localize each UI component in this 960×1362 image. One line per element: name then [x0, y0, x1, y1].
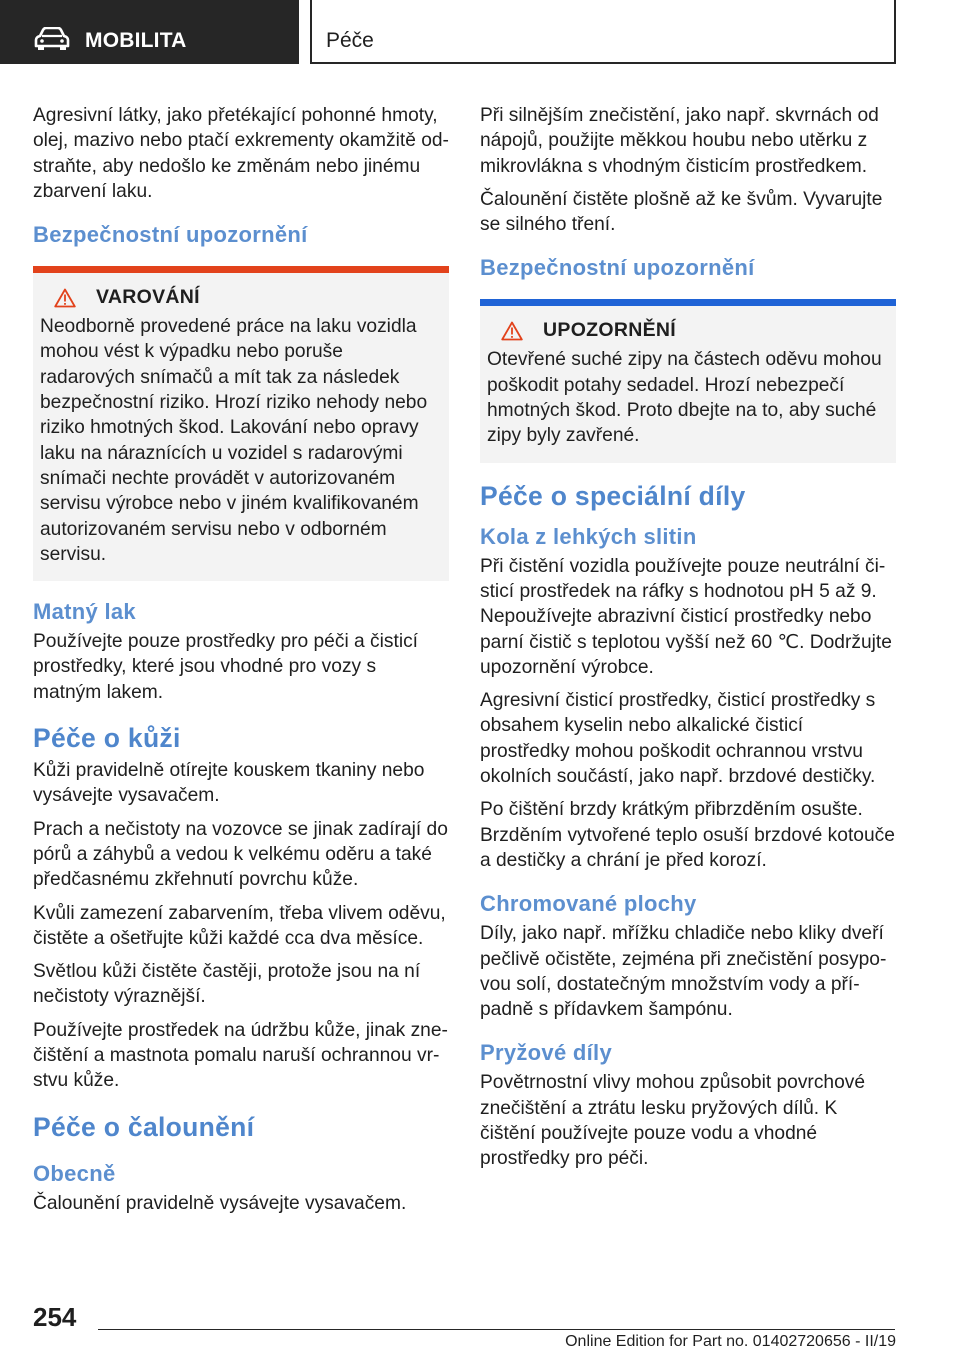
intro-paragraph: Čalounění čistěte plošně až ke švům. Vyvarujte se silného tření. [480, 188, 883, 236]
notice-bar [480, 299, 896, 306]
edition-text: Online Edition for Part no. 01402720656 - II/19 [565, 1333, 896, 1350]
kola-paragraph: Po čištění brzdy krátkým přibrzděním osušte. Brzděním vytvořené teplo osuší brzdové kotouče a destičky a chrání je před korozí. [480, 799, 895, 871]
matny-paragraph: Používejte pouze prostředky pro péči a čisticí prostředky, které jsou vhodné pro vozy s matným lakem. [33, 631, 419, 703]
notice-title: UPOZORNĚNÍ [543, 319, 677, 342]
intro-paragraph: Při silnějším znečistění, jako např. skvrnách od nápojů, použijte měkkou houbu nebo utěrku z mikrovlákna s vhodným čisticím prostředkem. [480, 105, 879, 177]
car-icon [34, 27, 70, 51]
pryz-heading: Pryžové díly [480, 1040, 612, 1066]
warning-triangle-icon [501, 321, 523, 341]
kuze-heading: Péče o kůži [33, 723, 181, 754]
header-chapter-tab [310, 0, 896, 64]
notice-box [480, 299, 896, 462]
footer-divider [98, 1329, 895, 1330]
kuze-paragraph: Světlou kůži čistěte častěji, protože jsou na ní nečistoty výraznější. [33, 961, 421, 1008]
chapter-title: Péče [326, 29, 374, 52]
obecne-heading: Obecně [33, 1160, 116, 1186]
chrom-heading: Chromované plochy [480, 891, 697, 917]
section-title: MOBILITA [85, 29, 187, 52]
intro-paragraph: Agresivní látky, jako přetékající pohonné hmoty, olej, mazivo nebo ptačí exkrementy okamžitě odstraňte, aby nedošlo ke změnám nebo jinému zbarvení laku. [33, 105, 449, 202]
warning-text: Neodborně provedené práce na laku vozidla mohou vést k výpadku nebo poruše radarových snímačů a mít tak za následek bezpečnostní riziko. Hrozí riziko nehody nebo riziko hmotných škod. Lakování nebo opravy laku na náraznících u vozidel s radarovými snímači nechte provádět v autorizovaném servisu výrobce nebo v jiném kvalifikovaném autorizovaném servisu nebo v odborném servisu. [40, 316, 428, 565]
kuze-paragraph: Kůži pravidelně otírejte kouskem tkaniny nebo vysávejte vysavačem. [33, 760, 425, 807]
safety-heading: Bezpečnostní upozornění [480, 255, 755, 281]
page-number: 254 [33, 1302, 77, 1332]
kola-heading: Kola z lehkých slitin [480, 523, 697, 549]
kuze-paragraph: Kvůli zamezení zabarvením, třeba vlivem oděvu, čistěte a ošetřujte kůži každé cca dva měsíce. [33, 902, 446, 949]
right-column [480, 103, 896, 1180]
kuze-paragraph: Používejte prostředek na údržbu kůže, jinak znečištění a mastnota pomalu naruší ochrannou vrstvu kůže. [33, 1019, 448, 1092]
kola-paragraph: Při čistění vozidla používejte pouze neutrální čisticí prostředek na ráfky s hodnotou pH 5 až 9. Nepoužívejte abrazivní čisticí prostředky nebo parní čistič s teplotou vyšší než 60 ℃. Dodržujte upozornění výrobce. [480, 555, 892, 678]
kuze-paragraph: Prach a nečistoty na vozovce se jinak zadírají do pórů a záhybů a vedou k velkému oděru a také předčasnému zkřehnutí povrchu kůže. [33, 818, 448, 891]
chrom-paragraph: Díly, jako např. mřížku chladiče nebo kliky dveří pečlivě očistěte, zejména při znečistění posypovou solí, dostatečným množstvím vody a případně s přídavkem šampónu. [480, 923, 887, 1021]
matny-heading: Matný lak [33, 599, 136, 625]
special-heading: Péče o speciální díly [480, 480, 746, 511]
left-column [33, 103, 449, 1224]
calouneni-heading: Péče o čalounění [33, 1111, 255, 1142]
warning-triangle-icon [54, 288, 76, 308]
warning-bar [33, 266, 449, 273]
obecne-paragraph: Čalounění pravidelně vysávejte vysavačem. [33, 1192, 407, 1214]
notice-text: Otevřené suché zipy na částech oděvu mohou poškodit potahy sedadel. Hrozí nebezpečí hmotných škod. Proto dbejte na to, aby suché zipy byly zavřené. [487, 349, 882, 447]
pryz-paragraph: Povětrnostní vlivy mohou způsobit povrchové znečištění a ztrátu lesku pryžových dílů. K čištění používejte pouze vodu a vhodné prostředky pro péči. [480, 1072, 866, 1170]
warning-title: VAROVÁNÍ [96, 286, 200, 309]
kola-paragraph: Agresivní čisticí prostředky, čisticí prostředky s obsahem kyselin nebo alkalické čisticí prostředky mohou poškodit ochrannou vrstvu okolních součástí, jako např. brzdové destičky. [480, 690, 876, 788]
warning-box [33, 266, 449, 581]
safety-heading: Bezpečnostní upozornění [33, 222, 308, 248]
